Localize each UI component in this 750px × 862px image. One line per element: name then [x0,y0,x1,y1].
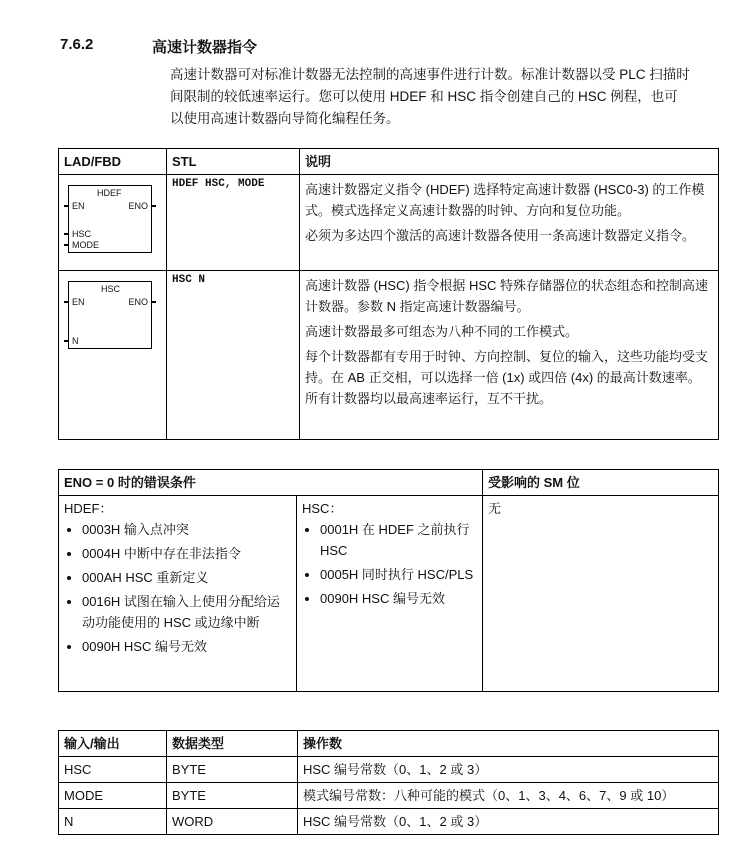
col-header: LAD/FBD [59,149,167,175]
section-number: 7.6.2 [60,36,94,53]
sm-bits: 无 [483,496,719,692]
cell: HSC [59,757,167,783]
col-header: 操作数 [298,731,719,757]
description: 高速计数器 (HSC) 指令根据 HSC 特殊存储器位的状态组态和控制高速计数器。参数 N 指定高速计数器编号。 [305,278,709,314]
col-header: 受影响的 SM 位 [483,470,719,496]
cell: HSC 编号常数（0、1、2 或 3） [298,757,719,783]
table-row [59,757,719,783]
pin-label: EN [72,201,85,211]
section-title: 高速计数器指令 [152,39,258,56]
cell: 模式编号常数：八种可能的模式（0、1、3、4、6、7、9 或 10） [298,783,719,809]
pin-label: EN [72,297,85,307]
list-item: • 0005H 同时执行 HSC/PLS [320,564,477,585]
instruction-table [58,148,719,440]
col-header: 说明 [300,149,719,175]
table-row [59,271,719,440]
pin-label: ENO [128,201,148,211]
hsc-box-diagram [68,281,152,349]
hsc-label: HSC： [302,501,343,516]
col-header: ENO = 0 时的错误条件 [59,470,483,496]
hdef-label: HDEF： [64,501,113,516]
pin-label: ENO [128,297,148,307]
col-header: 数据类型 [167,731,298,757]
list-item: • 0003H 输入点冲突 [82,519,291,540]
table-row [59,809,719,835]
table-row [59,496,719,692]
list-item: • 0090H HSC 编号无效 [320,588,477,609]
description: 必须为多达四个激活的高速计数器各使用一条高速计数器定义指令。 [305,228,696,243]
box-name: HSC [101,284,121,294]
cell: BYTE [167,757,298,783]
stl-code: HSC N [167,271,300,440]
io-table [58,730,719,835]
list-item: • 0004H 中断中存在非法指令 [82,543,291,564]
table-row [59,175,719,271]
cell: N [59,809,167,835]
description: 高速计数器最多可组态为八种不同的工作模式。 [305,324,579,339]
cell: HSC 编号常数（0、1、2 或 3） [298,809,719,835]
description: 高速计数器定义指令 (HDEF) 选择特定高速计数器 (HSC0-3) 的工作模式。模式选择定义高速计数器的时钟、方向和复位功能。 [305,182,705,218]
list-item: • 0016H 试图在输入上使用分配给运动功能使用的 HSC 或边缘中断 [82,591,291,633]
cell: MODE [59,783,167,809]
pin-label: N [72,336,79,346]
table-row [59,783,719,809]
intro-paragraph: 高速计数器可对标准计数器无法控制的高速事件进行计数。标准计数器以受 PLC 扫描时间限制的较低速率运行。您可以使用 HDEF 和 HSC 指令创建自己的 HSC 例程，也可以使用高速计数器向导简化编程任务。 [170,67,690,126]
list-item: • 0090H HSC 编号无效 [82,636,291,657]
col-header: STL [167,149,300,175]
cell: BYTE [167,783,298,809]
list-item: • 000AH HSC 重新定义 [82,567,291,588]
list-item: • 0001H 在 HDEF 之前执行 HSC [320,519,477,561]
cell: WORD [167,809,298,835]
pin-label: MODE [72,240,99,250]
hdef-box-diagram [68,185,152,253]
description: 每个计数器都有专用于时钟、方向控制、复位的输入，这些功能均受支持。在 AB 正交相，可以选择一倍 (1x) 或四倍 (4x) 的最高计数速率。所有计数器均以最高速率运行，互不干扰。 [305,349,709,406]
error-table [58,469,719,692]
col-header: 输入/输出 [59,731,167,757]
stl-code: HDEF HSC, MODE [167,175,300,271]
pin-label: HSC [72,229,92,239]
box-name: HDEF [97,188,122,198]
